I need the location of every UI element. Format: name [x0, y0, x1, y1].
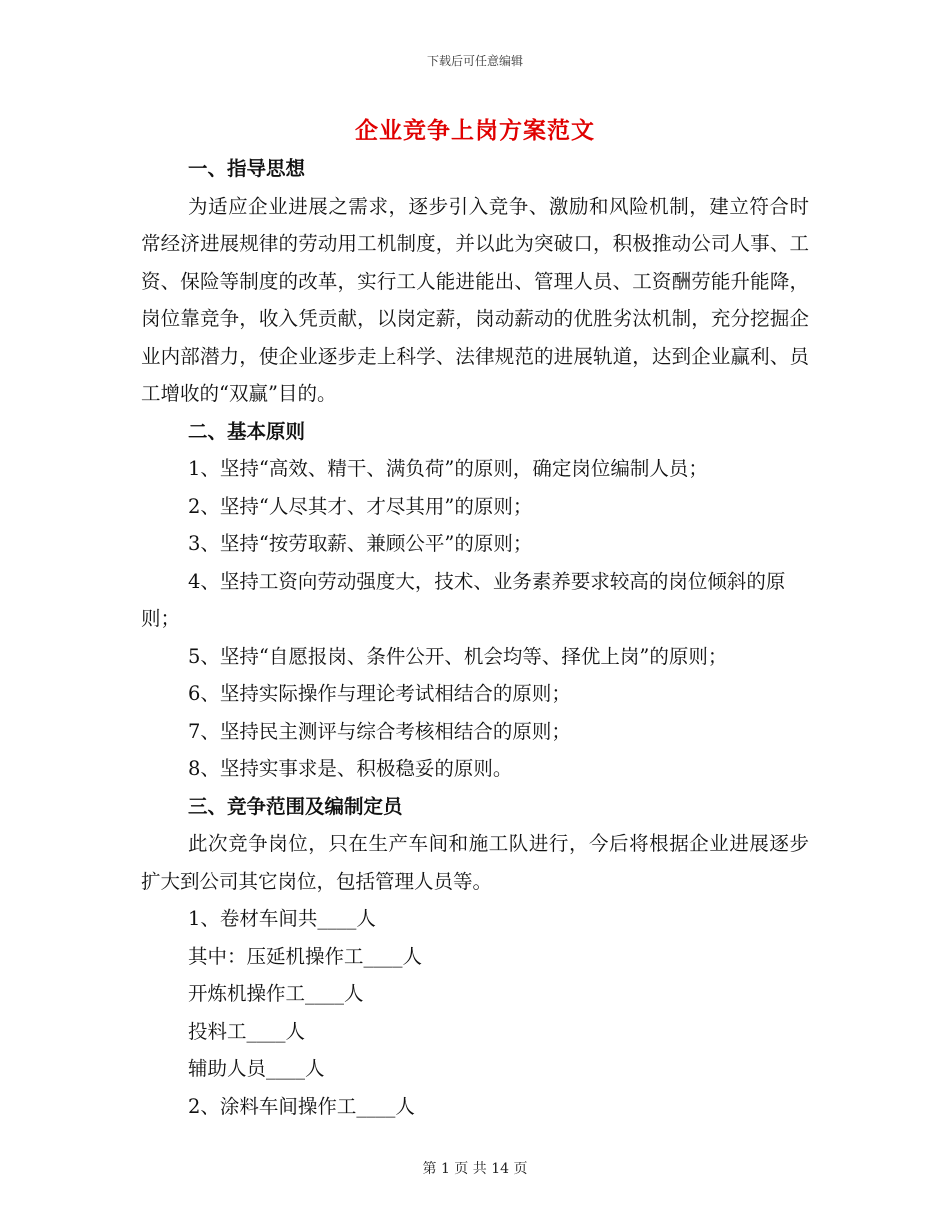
- section-heading-scope-and-staffing: 三、竞争范围及编制定员: [188, 794, 403, 818]
- principle-item: 4、坚持工资向劳动强度大，技术、业务素养要求较高的岗位倾斜的原则；: [141, 569, 786, 630]
- section-heading-guiding-ideology: 一、指导思想: [188, 157, 306, 180]
- section-paragraph: 为适应企业进展之需求，逐步引入竞争、激励和风险机制，建立符合时常经济进展规律的劳动用工机制度，并以此为突破口，积极推动公司人事、工资、保险等制度的改革，实行工人能进能出、管理人员、工资酬劳能升能降，岗位靠竞争，收入凭贡献，以岗定薪，岗动薪动的优胜劣汰机制，充分挖掘企业内部潜力，使企业逐步走上科学、法律规范的进展轨道，达到企业赢利、员工增收的“双赢”目的。: [141, 194, 809, 405]
- document-title: 企业竞争上岗方案范文: [355, 117, 595, 144]
- staffing-item: 2、涂料车间操作工____人: [188, 1094, 415, 1118]
- staffing-item: 其中：压延机操作工____人: [188, 944, 423, 968]
- page-header-note: 下载后可任意编辑: [426, 54, 523, 68]
- principle-item: 5、坚持“自愿报岗、条件公开、机会均等、择优上岗”的原则；: [188, 644, 728, 668]
- principle-item: 2、坚持“人尽其才、才尽其用”的原则；: [188, 494, 533, 518]
- document-body: [141, 150, 809, 1125]
- principle-item: 8、坚持实事求是、积极稳妥的原则。: [188, 757, 513, 780]
- staffing-item: 辅助人员____人: [188, 1057, 325, 1080]
- principle-item: 3、坚持“按劳取薪、兼顾公平”的原则；: [188, 532, 533, 555]
- staffing-item: 1、卷材车间共____人: [188, 907, 376, 930]
- page-footer-page-number: 第 1 页 共 14 页: [422, 1161, 528, 1177]
- principle-item: 7、坚持民主测评与综合考核相结合的原则；: [188, 719, 571, 743]
- principle-item: 1、坚持“高效、精干、满负荷”的原则，确定岗位编制人员；: [188, 457, 708, 480]
- staffing-item: 投料工____人: [188, 1019, 306, 1043]
- staffing-item: 开炼机操作工____人: [188, 982, 364, 1005]
- section-heading-basic-principles: 二、基本原则: [188, 419, 306, 443]
- section-paragraph: 此次竞争岗位，只在生产车间和施工队进行，今后将根据企业进展逐步扩大到公司其它岗位，包括管理人员等。: [141, 832, 809, 893]
- principle-item: 6、坚持实际操作与理论考试相结合的原则；: [188, 682, 571, 705]
